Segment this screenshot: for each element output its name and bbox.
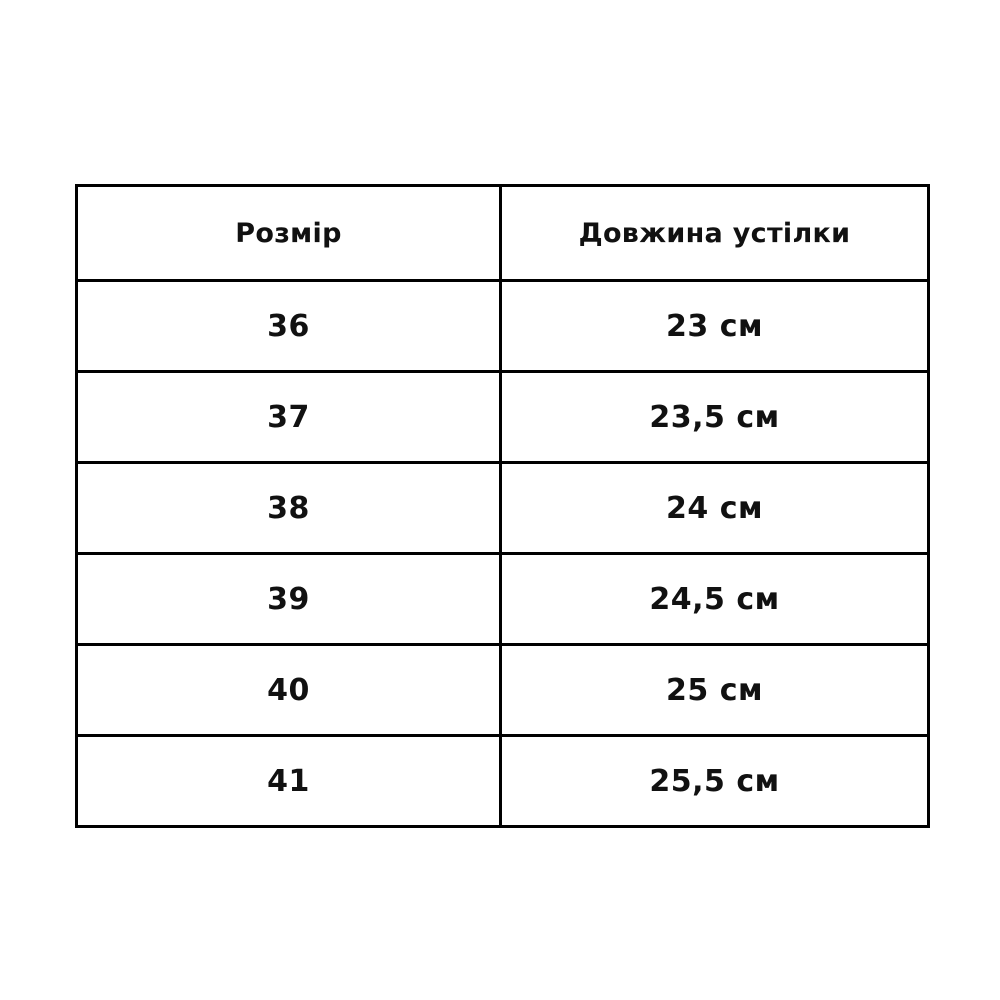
cell-insole-length: 25 см — [501, 645, 929, 736]
cell-size: 41 — [77, 736, 501, 827]
table-row — [77, 463, 929, 554]
size-table-header — [77, 186, 929, 281]
cell-size: 37 — [77, 372, 501, 463]
table-row — [77, 645, 929, 736]
cell-insole-length: 23 см — [501, 281, 929, 372]
size-table — [75, 184, 930, 828]
cell-insole-length: 23,5 см — [501, 372, 929, 463]
cell-size: 39 — [77, 554, 501, 645]
cell-insole-length: 25,5 см — [501, 736, 929, 827]
table-header-row — [77, 186, 929, 281]
column-header-insole-length: Довжина устілки — [501, 186, 929, 281]
size-table-body — [77, 281, 929, 827]
cell-insole-length: 24 см — [501, 463, 929, 554]
table-row — [77, 554, 929, 645]
column-header-size: Розмір — [77, 186, 501, 281]
table-row — [77, 372, 929, 463]
cell-size: 40 — [77, 645, 501, 736]
table-row — [77, 736, 929, 827]
cell-size: 38 — [77, 463, 501, 554]
cell-size: 36 — [77, 281, 501, 372]
size-table-container — [75, 184, 927, 828]
cell-insole-length: 24,5 см — [501, 554, 929, 645]
table-row — [77, 281, 929, 372]
